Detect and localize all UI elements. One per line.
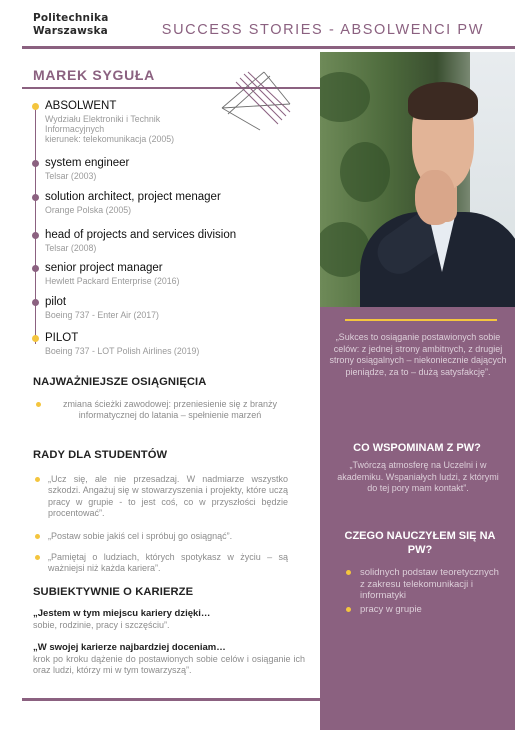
timeline-title: ABSOLWENT	[45, 100, 117, 112]
advice-item	[48, 531, 288, 542]
timeline-item	[45, 229, 236, 253]
bullet-dot	[346, 607, 351, 612]
timeline-sub: Informacyjnych	[45, 123, 105, 134]
bottom-divider	[22, 698, 320, 701]
achievement-text: zmiana ścieżki zawodowej: przeniesienie się z branży informatycznej do latania – spełnienie marzeń	[62, 399, 278, 421]
timeline-dot	[32, 194, 39, 201]
timeline-item	[45, 296, 159, 320]
advice-text: „Postaw sobie jakiś cel i spróbuj go osiągnąć”.	[48, 531, 233, 541]
career-question: „Jestem w tym miejscu kariery dzięki…	[33, 608, 211, 619]
timeline-title: senior project manager	[45, 262, 163, 274]
timeline-sub: Wydziału Elektroniki i Technik	[45, 113, 161, 124]
learned-heading: CZEGO NAUCZYŁEM SIĘ NA PW?	[344, 530, 496, 556]
learned-item-text: pracy w grupie	[360, 604, 422, 616]
timeline-dot	[32, 335, 39, 342]
timeline-dot	[32, 160, 39, 167]
timeline-sub: Boeing 737 - Enter Air (2017)	[45, 309, 159, 320]
career-question: „W swojej karierze najbardziej doceniam…	[33, 642, 226, 653]
career-answer: sobie, rodzinie, pracy i szczęściu”.	[33, 620, 170, 630]
success-quote: „Sukces to osiąganie postawionych sobie celów: z jednej strony ambitnych, z drugiej strony osiągalnych – niekoniecznie dających pieniądze, za to – dużą satysfakcję”.	[329, 332, 507, 377]
university-logo	[33, 12, 109, 38]
timeline-sub: Telsar (2003)	[45, 170, 97, 181]
career-answer: krok po kroku dążenie do postawionych sobie celów i osiąganie ich oraz ludzi, którzy mi w tym towarzyszą”.	[33, 654, 305, 676]
timeline-item	[45, 157, 129, 181]
side-divider	[345, 319, 497, 321]
learned-item	[343, 567, 503, 602]
timeline-title: PILOT	[45, 332, 79, 344]
timeline-sub: kierunek: telekomunikacja (2005)	[45, 134, 175, 145]
learned-list	[343, 567, 503, 618]
timeline-title: system engineer	[45, 157, 130, 169]
timeline-item	[45, 262, 179, 286]
career-heading: SUBIEKTYWNIE O KARIERZE	[33, 586, 194, 598]
abstract-lines-icon	[220, 70, 292, 132]
timeline-title: solution architect, project menager	[45, 191, 221, 203]
portrait-photo	[320, 52, 515, 307]
timeline-title: pilot	[45, 296, 67, 308]
timeline-line	[35, 106, 36, 344]
achievement-item	[50, 399, 290, 422]
achievements-heading: NAJWAŻNIEJSZE OSIĄGNIĘCIA	[33, 376, 207, 388]
advice-heading: RADY DLA STUDENTÓW	[33, 449, 168, 461]
timeline-dot	[32, 265, 39, 272]
person-name: MAREK SYGUŁA	[33, 67, 155, 83]
timeline-sub: Orange Polska (2005)	[45, 204, 132, 215]
header-divider	[22, 46, 515, 49]
bullet-dot	[35, 477, 40, 482]
bullet-dot	[346, 570, 351, 575]
page-title: SUCCESS STORIES - ABSOLWENCI PW	[161, 22, 484, 38]
timeline-title: head of projects and services division	[45, 229, 237, 241]
timeline-dot	[32, 232, 39, 239]
advice-text: „Ucz się, ale nie przesadzaj. W nadmiarze wszystko szkodzi. Angażuj się w stowarzyszenia i projekty, które uczą pracy w grupie - to jest coś, co w przyszłości będzie procentować”.	[48, 474, 288, 519]
timeline-item	[45, 332, 199, 356]
timeline-sub: Telsar (2008)	[45, 242, 97, 253]
page-header	[0, 0, 515, 50]
logo-line-2: Warszawska	[33, 25, 108, 37]
bullet-dot	[36, 402, 41, 407]
learned-item-text: solidnych podstaw teoretycznych z zakresu telekomunikacji i informatyki	[360, 567, 499, 602]
bullet-dot	[35, 555, 40, 560]
advice-item	[48, 552, 288, 575]
advice-text: „Pamiętaj o ludziach, których spotykasz w życiu – są ważniejsi niż każda kariera”.	[48, 552, 288, 574]
logo-line-1: Politechnika	[33, 12, 109, 24]
timeline-item	[45, 191, 221, 215]
timeline-sub: Hewlett Packard Enterprise (2016)	[45, 275, 180, 286]
learned-item	[343, 604, 503, 616]
memory-heading: CO WSPOMINAM Z PW?	[353, 442, 481, 454]
bullet-dot	[35, 534, 40, 539]
memory-text: „Twórczą atmosferę na Uczelni i w akademiku. Wspaniałych ludzi, z którymi do tej pory mam kontakt”.	[337, 460, 499, 494]
advice-item	[48, 474, 288, 520]
timeline-dot	[32, 103, 39, 110]
timeline-sub: Boeing 737 - LOT Polish Airlines (2019)	[45, 345, 200, 356]
timeline-item	[45, 100, 174, 144]
timeline-dot	[32, 299, 39, 306]
